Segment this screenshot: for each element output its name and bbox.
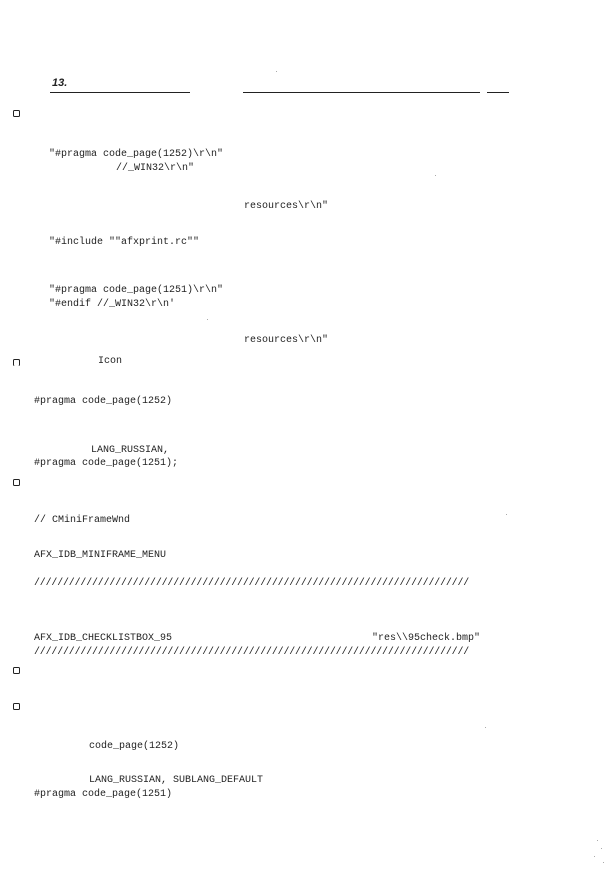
code-line: "res\\95check.bmp" (372, 633, 481, 644)
code-line: // CMiniFrameWnd (34, 515, 131, 526)
code-line: #pragma code_page(1251) (34, 789, 173, 800)
scan-speck (594, 856, 595, 857)
code-line: LANG_RUSSIAN, SUBLANG_DEFAULT (89, 775, 264, 786)
scan-speck (485, 727, 486, 728)
header-rule-middle (243, 92, 480, 93)
code-line: "#include ""afxprint.rc"" (49, 237, 200, 248)
code-line: LANG_RUSSIAN, (91, 445, 170, 456)
code-line: "#pragma code_page(1252)\r\n" (49, 149, 224, 160)
scan-speck (506, 514, 507, 515)
scan-speck (276, 71, 277, 72)
code-line: /////////////////////////////////////////////////////////////////////////// (34, 647, 470, 658)
scan-speck (603, 862, 604, 863)
code-line: resources\r\n" (244, 335, 329, 346)
code-line: AFX_IDB_CHECKLISTBOX_95 (34, 633, 173, 644)
code-line: "#endif //_WIN32\r\n' (49, 299, 176, 310)
bullet-square-icon (13, 667, 20, 674)
header-rule-right (487, 92, 509, 93)
code-line: code_page(1252) (89, 741, 180, 752)
code-line: "#pragma code_page(1251)\r\n" (49, 285, 224, 296)
scan-speck (207, 319, 208, 320)
bullet-square-icon (13, 479, 20, 486)
scan-speck (435, 175, 436, 176)
code-line: #pragma code_page(1252) (34, 396, 173, 407)
scan-speck (601, 848, 602, 849)
bullet-square-icon (13, 359, 20, 366)
code-line: /////////////////////////////////////////////////////////////////////////// (34, 578, 470, 589)
section-number: 13. (52, 77, 68, 89)
code-line: #pragma code_page(1251); (34, 458, 179, 469)
code-line: Icon (98, 356, 123, 367)
code-line: AFX_IDB_MINIFRAME_MENU (34, 550, 167, 561)
code-line: resources\r\n" (244, 201, 329, 212)
bullet-square-icon (13, 703, 20, 710)
scan-speck (597, 840, 598, 841)
header-rule-left (50, 92, 190, 93)
code-line: //_WIN32\r\n" (116, 163, 195, 174)
bullet-square-icon (13, 110, 20, 117)
